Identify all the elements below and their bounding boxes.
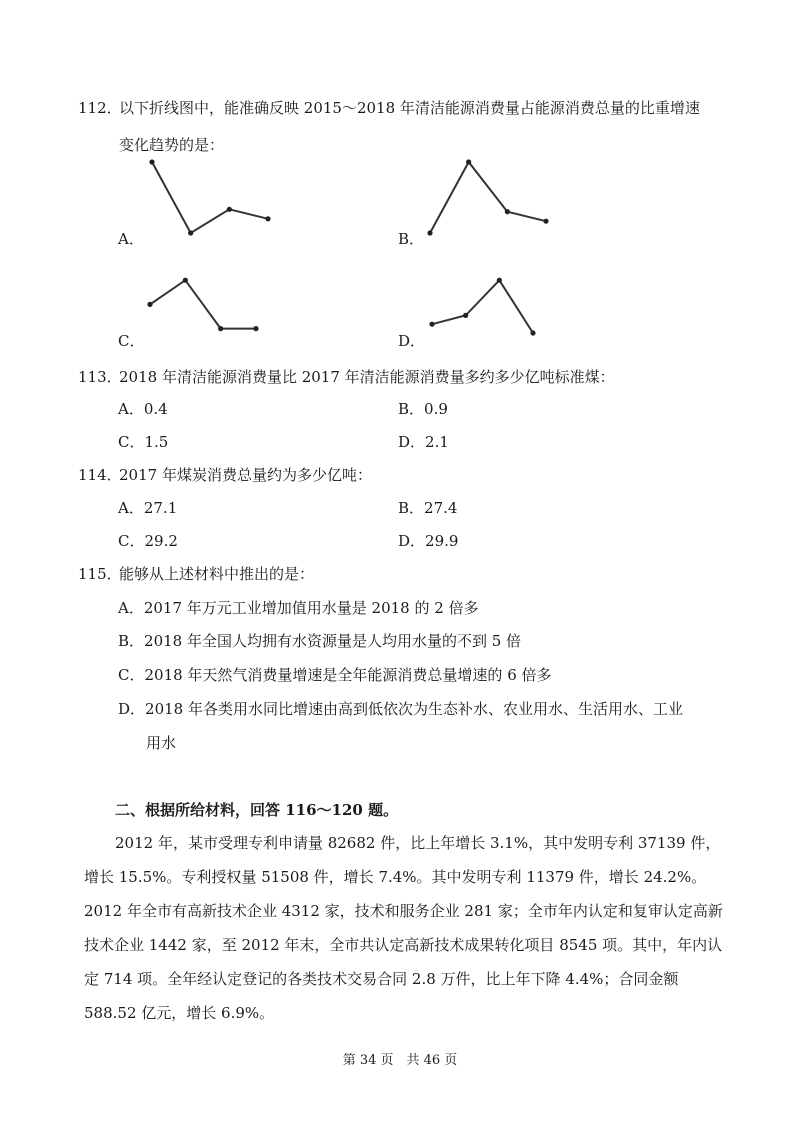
- chart-a-point-3: [227, 207, 232, 212]
- chart-c-point-1: [147, 302, 152, 307]
- q115-number: 115．: [78, 565, 122, 583]
- q112-option-d-label: D．: [398, 332, 426, 350]
- q112-option-c-chart: [138, 255, 268, 345]
- q112-option-b-label: B．: [398, 230, 425, 248]
- q113-option-c: C．1.5: [118, 433, 169, 451]
- q113-text: 2018 年清洁能源消费量比 2017 年清洁能源消费量多约多少亿吨标准煤：: [119, 368, 615, 386]
- q114-number: 114．: [78, 466, 122, 484]
- chart-b-point-1: [427, 230, 432, 235]
- chart-b-point-2: [466, 159, 471, 164]
- chart-c-line: [150, 280, 256, 328]
- q115-option-c: C．2018 年天然气消费量增速是全年能源消费总量增速的 6 倍多: [118, 666, 552, 684]
- chart-c-point-2: [183, 278, 188, 283]
- q113-number: 113．: [78, 368, 122, 386]
- q112-text-line2: 变化趋势的是：: [119, 136, 225, 154]
- q112-option-d-chart: [420, 255, 545, 345]
- q114-option-c: C．29.2: [118, 532, 178, 550]
- q112-option-a-label: A．: [118, 230, 144, 248]
- material-text: 2012 年，某市受理专利申请量 82682 件，比上年增长 3.1%，其中发明专利 37139 件，增长 15.5%。专利授权量 51508 件，增长 7.4%。其中发明专利 11379 件，增长 24.2%。2012 年全市有高新技术企业 4312 家，技术和服务企业 281 家；全市年内认定和复审认定高新技术企业 1442 家，至 2012 年末，全市共认定高新技术成果转化项目 8545 项。其中，年内认定 714 项。全年经认定登记的各类技术交易合同 2.8 万件，比上年下降 4.4%；合同金额 588.52 亿元，增长 6.9%。: [84, 834, 723, 1022]
- q115-option-d-continuation: 用水: [146, 734, 177, 752]
- chart-b-point-4: [543, 219, 548, 224]
- chart-a-point-2: [188, 230, 193, 235]
- chart-d-point-1: [429, 322, 434, 327]
- q115-option-b: B．2018 年全国人均拥有水资源量是人均用水量的不到 5 倍: [118, 632, 522, 650]
- q113-option-a: A．0.4: [118, 400, 168, 418]
- q112-text-line1: 以下折线图中，能准确反映 2015～2018 年清洁能源消费量占能源消费总量的比重增速: [119, 99, 700, 117]
- q112-option-c-label: C．: [118, 332, 145, 350]
- q114-option-d: D．29.9: [398, 532, 459, 550]
- chart-c-point-3: [218, 326, 223, 331]
- q112-number: 112．: [78, 99, 122, 117]
- q112-option-b-chart: [418, 150, 558, 245]
- chart-c-point-4: [253, 326, 258, 331]
- chart-d-point-2: [463, 313, 468, 318]
- q115-text: 能够从上述材料中推出的是：: [119, 565, 315, 583]
- chart-d-point-4: [530, 330, 535, 335]
- chart-a-line: [152, 162, 268, 233]
- chart-d-line: [432, 280, 533, 333]
- chart-a-point-1: [149, 159, 154, 164]
- q113-option-d: D．2.1: [398, 433, 449, 451]
- q112-option-a-chart: [140, 150, 280, 245]
- chart-b-line: [430, 162, 546, 233]
- q114-option-a: A．27.1: [118, 499, 178, 517]
- chart-b-point-3: [505, 209, 510, 214]
- section-heading: 二、根据所给材料，回答 116～120 题。: [115, 801, 399, 819]
- q113-option-b: B．0.9: [398, 400, 448, 418]
- page-footer: 第 34 页 共 46 页: [342, 1053, 458, 1068]
- q115-option-d: D．2018 年各类用水同比增速由高到低依次为生态补水、农业用水、生活用水、工业: [118, 700, 683, 718]
- material-paragraph: [84, 826, 724, 1030]
- q114-text: 2017 年煤炭消费总量约为多少亿吨：: [119, 466, 372, 484]
- chart-a-point-4: [265, 216, 270, 221]
- chart-d-point-3: [497, 278, 502, 283]
- q115-option-a: A．2017 年万元工业增加值用水量是 2018 的 2 倍多: [118, 599, 479, 617]
- q114-option-b: B．27.4: [398, 499, 458, 517]
